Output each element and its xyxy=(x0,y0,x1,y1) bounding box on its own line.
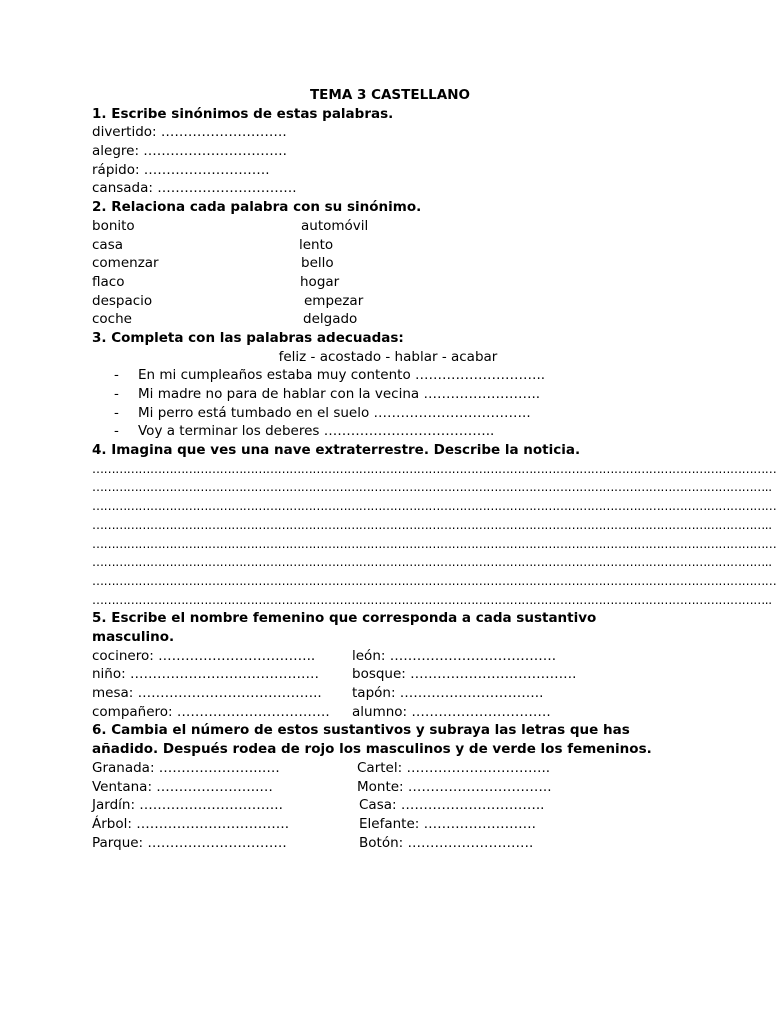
list-item-text: Mi perro está tumbado en el suelo …………………………….. xyxy=(138,404,531,421)
exercise-3-heading: 3. Completa con las palabras adecuadas: xyxy=(92,329,404,346)
writing-line: …………………………………………………………………………………………………………………………………………………………… xyxy=(92,499,776,514)
match-synonym: hogar xyxy=(300,273,340,290)
list-item xyxy=(92,366,676,385)
match-row xyxy=(92,273,676,292)
writing-line: ………………………………………………………………………………………………………………………………………………………….. xyxy=(92,480,772,495)
exercise-5-heading: 5. Escribe el nombre femenino que corresponda a cada sustantivo masculino. xyxy=(92,610,597,645)
noun-row xyxy=(92,778,676,797)
noun-row xyxy=(92,796,676,815)
exercise-1-item: alegre: ………………………….. xyxy=(92,143,287,160)
exercise-4-heading: 4. Imagina que ves una nave extraterrestre. Describe la noticia. xyxy=(92,442,581,459)
noun-item: niño: …………………………………… xyxy=(92,666,319,683)
match-row xyxy=(92,217,676,236)
match-word: despacio xyxy=(92,292,153,309)
noun-row xyxy=(92,665,676,684)
bullet-dash: - xyxy=(114,423,119,440)
worksheet xyxy=(92,86,776,852)
writing-line: …………………………………………………………………………………………………………………………………………………………… xyxy=(92,461,776,476)
match-synonym: empezar xyxy=(304,292,364,309)
bullet-dash: - xyxy=(114,367,119,384)
noun-item: Cartel: ………………………….. xyxy=(357,759,551,776)
noun-item: Granada: …………………..…. xyxy=(92,759,280,776)
match-word: casa xyxy=(92,236,124,253)
noun-item: Casa: ………………………….. xyxy=(359,797,545,814)
noun-row xyxy=(92,815,676,834)
bullet-dash: - xyxy=(114,386,119,402)
page-title: TEMA 3 CASTELLANO xyxy=(309,87,471,103)
noun-item: tapón: ………………………….. xyxy=(352,685,544,702)
match-synonym: automóvil xyxy=(301,217,369,234)
writing-line: …………………………………………………………………………………………………………………………………………………………… xyxy=(92,573,776,588)
writing-line: ………………………………………………………………………………………………………………………………………………………….. xyxy=(92,592,772,607)
match-word: comenzar xyxy=(92,255,159,272)
match-row xyxy=(92,254,676,273)
noun-row xyxy=(92,834,676,853)
match-word: coche xyxy=(92,311,132,328)
match-synonym: lento xyxy=(299,236,334,253)
exercise-2-heading: 2. Relaciona cada palabra con su sinónimo. xyxy=(92,199,422,216)
noun-item: mesa: ………………………………….. xyxy=(92,685,322,702)
exercise-6-heading: 6. Cambia el número de estos sustantivos y subraya las letras que has añadido. Después rodea de rojo los masculinos y de verde los femeninos. xyxy=(92,722,652,758)
exercise-1-item: cansada: …………………………. xyxy=(92,180,297,197)
exercise-1-item: rápido: ………………………. xyxy=(92,161,270,178)
writing-line: …………………………………………………………………………………………………………………………………………………………… xyxy=(92,536,776,551)
list-item xyxy=(92,385,676,404)
noun-item: Parque: …………………………. xyxy=(92,834,287,851)
bullet-dash: - xyxy=(114,404,119,421)
noun-row xyxy=(92,703,676,722)
list-item-text: En mi cumpleaños estaba muy contento ……………………….. xyxy=(138,367,546,384)
list-item-text: Voy a terminar los deberes ……………………………….. xyxy=(138,423,495,440)
noun-item: alumno: …………………………. xyxy=(352,703,551,720)
writing-line: ………………………………………………………………………………………………………………………………………………………….. xyxy=(92,517,772,532)
noun-item: compañero: ……………………………. xyxy=(92,703,330,720)
noun-item: Ventana: …………………..… xyxy=(92,778,273,795)
noun-row xyxy=(92,759,676,778)
match-word: bonito xyxy=(92,217,135,234)
noun-item: bosque: ………………………………. xyxy=(352,666,577,683)
word-bank: feliz - acostado - hablar - acabar xyxy=(278,348,498,365)
exercise-1-heading: 1. Escribe sinónimos de estas palabras. xyxy=(92,105,394,122)
match-row xyxy=(92,292,676,311)
noun-row xyxy=(92,647,676,666)
noun-item: cocinero: …………………………….. xyxy=(92,647,316,664)
match-row xyxy=(92,236,676,255)
list-item xyxy=(92,422,676,441)
noun-item: Monte: ………………………….. xyxy=(357,778,552,795)
list-item-text: Mi madre no para de hablar con la vecina …………………….. xyxy=(138,386,541,402)
noun-item: león: ………………………………. xyxy=(352,647,557,664)
noun-item: Elefante: ……………………. xyxy=(359,815,536,832)
match-word: flaco xyxy=(92,273,125,290)
match-synonym: delgado xyxy=(303,311,358,328)
match-synonym: bello xyxy=(301,255,334,272)
noun-item: Botón: ………………………. xyxy=(359,834,534,851)
noun-row xyxy=(92,684,676,703)
writing-line: ………………………………………………………………………………………………………………………………………………………….. xyxy=(92,555,772,570)
list-item xyxy=(92,404,676,423)
match-row xyxy=(92,310,676,329)
noun-item: Jardín: ………………………….. xyxy=(92,797,283,814)
noun-item: Árbol: ……………………………. xyxy=(92,815,289,832)
exercise-1-item: divertido: ………………………. xyxy=(92,124,287,141)
